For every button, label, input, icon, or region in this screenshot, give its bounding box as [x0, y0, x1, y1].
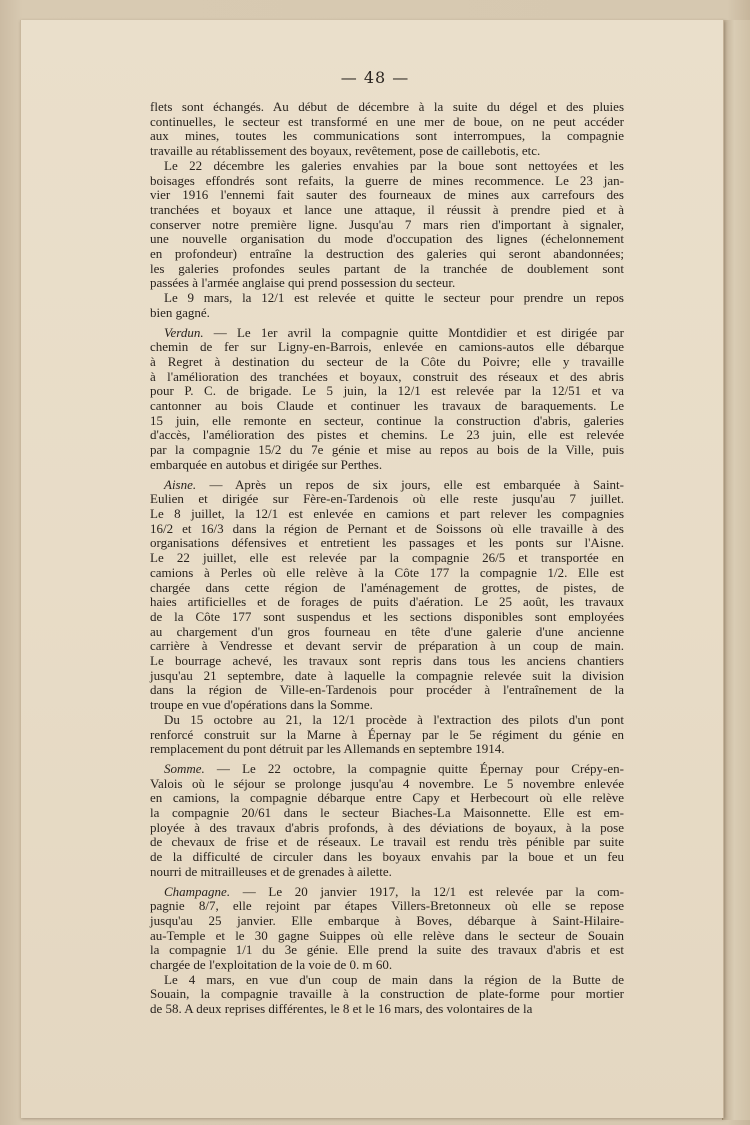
- text-line: troupe en vue d'opérations dans la Somme.: [150, 697, 373, 713]
- text-line: la compagnie 20/61 dans le secteur Biaches-La Maisonnette. Elle est em-: [150, 805, 624, 821]
- section-heading: Verdun.: [164, 324, 204, 340]
- text-line: pagnie 8/7, elle rejoint par étapes Villers-Bretonneux où elle se repose: [150, 898, 624, 914]
- text-line: vier 1916 l'ennemi fait sauter des fourneaux de mines aux carrefours des: [150, 187, 624, 203]
- text-line: Le 22 décembre les galeries envahies par la boue sont nettoyées et les: [164, 157, 624, 173]
- text-line: Le bourrage achevé, les travaux sont repris dans tous les anciens chantiers: [150, 653, 624, 669]
- text-line: nourri de mitrailleuses et de grenades à ailette.: [150, 863, 392, 879]
- text-run: — Le 22 octobre, la compagnie quitte Épernay pour Crépy-en-: [204, 760, 624, 776]
- text-line: chargée dans cette région de l'aménagement de grottes, de pistes, de: [150, 579, 624, 595]
- page-number: — 48 —: [340, 68, 410, 87]
- text-line: dans la région de Ville-en-Tardenois pour procéder à l'entraînement de la: [150, 682, 624, 698]
- text-line: par la compagnie 15/2 du 7e génie et mise au repos au bois de la Ville, puis: [150, 442, 624, 458]
- text-line: tranchées et boyaux et lance une attaque, il réussit à prendre pied et à: [150, 201, 624, 217]
- text-line: renforcé construit sur la Marne à Épernay par le 5e régiment du génie en: [150, 726, 624, 742]
- text-line: Valois où le séjour se prolonge jusqu'au 4 novembre. Le 5 novembre enlevée: [150, 775, 624, 791]
- text-line: boisages effondrés sont refaits, la guerre de mines recommence. Le 23 jan-: [150, 172, 624, 188]
- text-line: continuelles, le secteur est transformé en une mer de boue, on ne peut accéder: [150, 113, 624, 129]
- section-heading: Champagne.: [164, 883, 231, 899]
- text-line: travaille au rétablissement des boyaux, revêtement, pose de caillebotis, etc.: [150, 143, 541, 159]
- text-line: d'accès, l'amélioration des pistes et chemins. Le 23 juin, elle est relevée: [150, 427, 624, 443]
- text-line: carrière à Vendresse et devant servir de préparation à un coup de main.: [150, 638, 624, 654]
- text-line: Souain, la compagnie travaille à la construction de plate-forme pour mortier: [150, 986, 624, 1002]
- text-line: au-Temple et le 30 gagne Suippes où elle relève dans le secteur de Souain: [150, 927, 624, 943]
- text-line: [150, 478, 624, 493]
- paragraph: [150, 885, 624, 973]
- text-line: cantonner au bois Claude et continuer les travaux de baraquements. Le: [150, 398, 624, 414]
- text-line: 15 juin, elle remonte en secteur, continue la construction d'abris, galeries: [150, 412, 624, 428]
- paragraph: [150, 973, 624, 1017]
- text-line: [150, 762, 624, 777]
- text-line: embarquée en autobus et dirigée sur Perthes.: [150, 456, 383, 472]
- text-line: les galeries profondes seules partant de la tranchée de doublement sont: [150, 260, 624, 276]
- section-heading: Aisne.: [164, 476, 197, 492]
- body-text: [150, 100, 624, 1017]
- text-line: chemin de fer sur Ligny-en-Barrois, enlevée en camions-autos elle débarque: [150, 339, 624, 355]
- text-line: pour P. C. de brigade. Le 5 juin, la 12/1 est relevée par la 12/51 et va: [150, 383, 624, 399]
- text-line: à l'amélioration des tranchées et boyaux, construit des réseaux et des abris: [150, 368, 624, 384]
- text-line: à Regret à destination du secteur de la Côte du Poivre; elle y travaille: [150, 353, 624, 369]
- text-line: en profondeur) entraîne la destruction des galeries qui seront abandonnées;: [150, 246, 624, 262]
- text-line: de chevaux de frise et de réseaux. Le travail est rendu très pénible par suite: [150, 834, 624, 850]
- text-line: camions à Perles où elle relève à la Côte 177 la compagnie 1/2. Elle est: [150, 564, 624, 580]
- facing-page-edge: [722, 20, 750, 1120]
- text-line: Eulien et dirigée sur Fère-en-Tardenois où elle reste jusqu'au 7 juillet.: [150, 491, 624, 507]
- text-line: [150, 326, 624, 341]
- text-line: jusqu'au 25 janvier. Elle embarque à Boves, débarque à Saint-Hilaire-: [150, 912, 624, 928]
- text-line: aux mines, toutes les communications sont interrompues, la compagnie: [150, 128, 624, 144]
- text-line: passées à l'armée anglaise qui prend possession du secteur.: [150, 275, 456, 291]
- text-run: — Le 20 janvier 1917, la 12/1 est relevée par la com-: [230, 883, 624, 899]
- text-line: de la difficulté de circuler dans les boyaux envahis par la boue et un feu: [150, 849, 624, 865]
- text-run: — Le 1er avril la compagnie quitte Montdidier et est dirigée par: [203, 324, 624, 340]
- text-line: ployée à des travaux d'abris profonds, à des déviations de boyaux, à la pose: [150, 819, 624, 835]
- paragraph: [150, 100, 624, 159]
- text-line: Du 15 octobre au 21, la 12/1 procède à l'extraction des pilots d'un pont: [164, 711, 624, 727]
- paragraph: [150, 291, 624, 320]
- text-line: haies artificielles et de forages de puits d'aération. Le 25 août, les travaux: [150, 594, 624, 610]
- text-line: jusqu'au 21 septembre, date à laquelle la compagnie relevée suit la division: [150, 667, 624, 683]
- text-line: une nouvelle organisation du mode d'occupation des lignes (échelonnement: [150, 231, 624, 247]
- text-line: remplacement du pont détruit par les Allemands en septembre 1914.: [150, 741, 505, 757]
- text-line: de la Côte 177 sont suspendus et les sections disponibles sont employées: [150, 608, 624, 624]
- text-line: 16/2 et 16/3 dans la région de Pernant et de Soissons où elle travaille à des: [150, 520, 624, 536]
- section-heading: Somme.: [164, 760, 205, 776]
- paragraph: [150, 478, 624, 713]
- text-line: [150, 885, 624, 900]
- text-line: organisations défensives et entretient les passages et les ponts sur l'Aisne.: [150, 535, 624, 551]
- text-line: Le 9 mars, la 12/1 est relevée et quitte le secteur pour prendre un repos: [164, 290, 624, 306]
- text-line: chargée de l'exploitation de la voie de 0. m 60.: [150, 957, 393, 973]
- text-line: flets sont échangés. Au début de décembre à la suite du dégel et des pluies: [150, 99, 624, 114]
- text-line: Le 4 mars, en vue d'un coup de main dans la région de la Butte de: [164, 971, 624, 987]
- text-line: la compagnie 1/1 du 3e génie. Elle prend la suite des travaux d'abris et est: [150, 942, 624, 958]
- text-line: bien gagné.: [150, 304, 210, 320]
- text-line: de 58. A deux reprises différentes, le 8 et le 16 mars, des volontaires de la: [150, 1001, 533, 1017]
- text-line: en camions, la compagnie débarque entre Capy et Herbecourt où elle relève: [150, 790, 624, 806]
- text-line: Le 22 juillet, elle est relevée par la compagnie 26/5 et transportée en: [150, 550, 624, 566]
- paragraph: [150, 762, 624, 880]
- text-line: Le 8 juillet, la 12/1 est enlevée en camions et part relever les compagnies: [150, 505, 624, 521]
- text-line: au chargement d'un gros fourneau en tête d'une galerie d'une ancienne: [150, 623, 624, 639]
- text-run: — Après un repos de six jours, elle est embarquée à Saint-: [196, 476, 624, 492]
- paragraph: [150, 159, 624, 291]
- text-line: conserver notre première ligne. Jusqu'au 7 mars rien d'important à signaler,: [150, 216, 624, 232]
- paragraph: [150, 713, 624, 757]
- paragraph: [150, 326, 624, 473]
